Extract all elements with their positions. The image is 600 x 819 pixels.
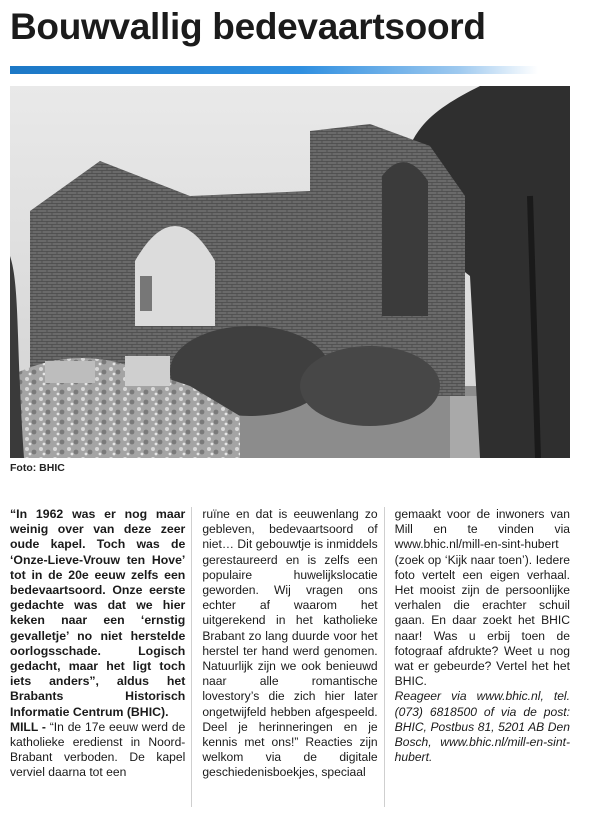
headline-rule <box>10 66 538 74</box>
contact-info: Reageer via www.bhic.nl, tel. (073) 6818500 of via de post: BHIC, Postbus 81, 5201 AB Den Bosch, www.bhic.nl/mill-en-sint-hubert. <box>394 689 570 765</box>
body-text-col1: “In de 17e eeuw werd de katholieke eredienst in Noord-Brabant verboden. De kapel verviel daarna tot een <box>10 719 186 780</box>
photo-chapel-ruin-drawing <box>10 86 570 458</box>
body-text-col3: gemaakt voor de inwoners van Mill en te vinden via www.bhic.nl/mill-en-sint-hubert (zoek op ‘Kijk naar toen’). Iedere foto vertelt een eigen verhaal. Het mooist zijn de persoonlijke verhalen die erachter schuil gaan. En daar zoekt het BHIC naar! Was u erbij toen de fotograaf afdrukte? Weet u nog wat er gebeurde? Vertel het het BHIC. <box>394 507 570 689</box>
article-body <box>10 507 570 807</box>
column-2 <box>202 507 384 807</box>
lead-paragraph: “In 1962 was er nog maar weinig over van deze zeer oude kapel. Toch was de ‘Onze-Lieve-Vrouw ten Hove’ tot in de 20e eeuw zelfs een bedevaartsoord. Onze eerste gedachte was dat we hier keken naar een ‘ernstig gevalletje’ no niet herstelde oorlogsschade. Logisch gedacht, maar het ligt toch iets anders”, aldus het Brabants Historisch Informatie Centrum (BHIC). <box>10 507 186 719</box>
body-paragraph-1 <box>10 720 185 781</box>
column-1 <box>10 507 192 807</box>
photo-chapel-ruin <box>10 86 570 458</box>
photo-caption: Foto: BHIC <box>10 462 65 474</box>
headline: Bouwvallig bedevaartsoord <box>10 6 486 47</box>
column-3 <box>395 507 570 807</box>
body-text-col2: ruïne en dat is eeuwenlang zo gebleven, bedevaartsoord of niet… Dit gebouwtje is inmiddels gerestaureerd en is zelfs een populaire huwelijkslocatie geworden. Wij vragen ons echter af waarom het uitgerekend in het katholieke Brabant zo lang duurde voor het herstel ter hand werd genomen. Natuurlijk zijn we ook benieuwd naar alle romantische lovestory’s die zich hier later ongetwijfeld hebben afgespeeld. Deel je herinneringen en je kennis met ons!” Reacties zijn welkom via de digitale geschiedenisboekjes, speciaal <box>202 507 378 780</box>
dateline: MILL - <box>10 719 46 734</box>
